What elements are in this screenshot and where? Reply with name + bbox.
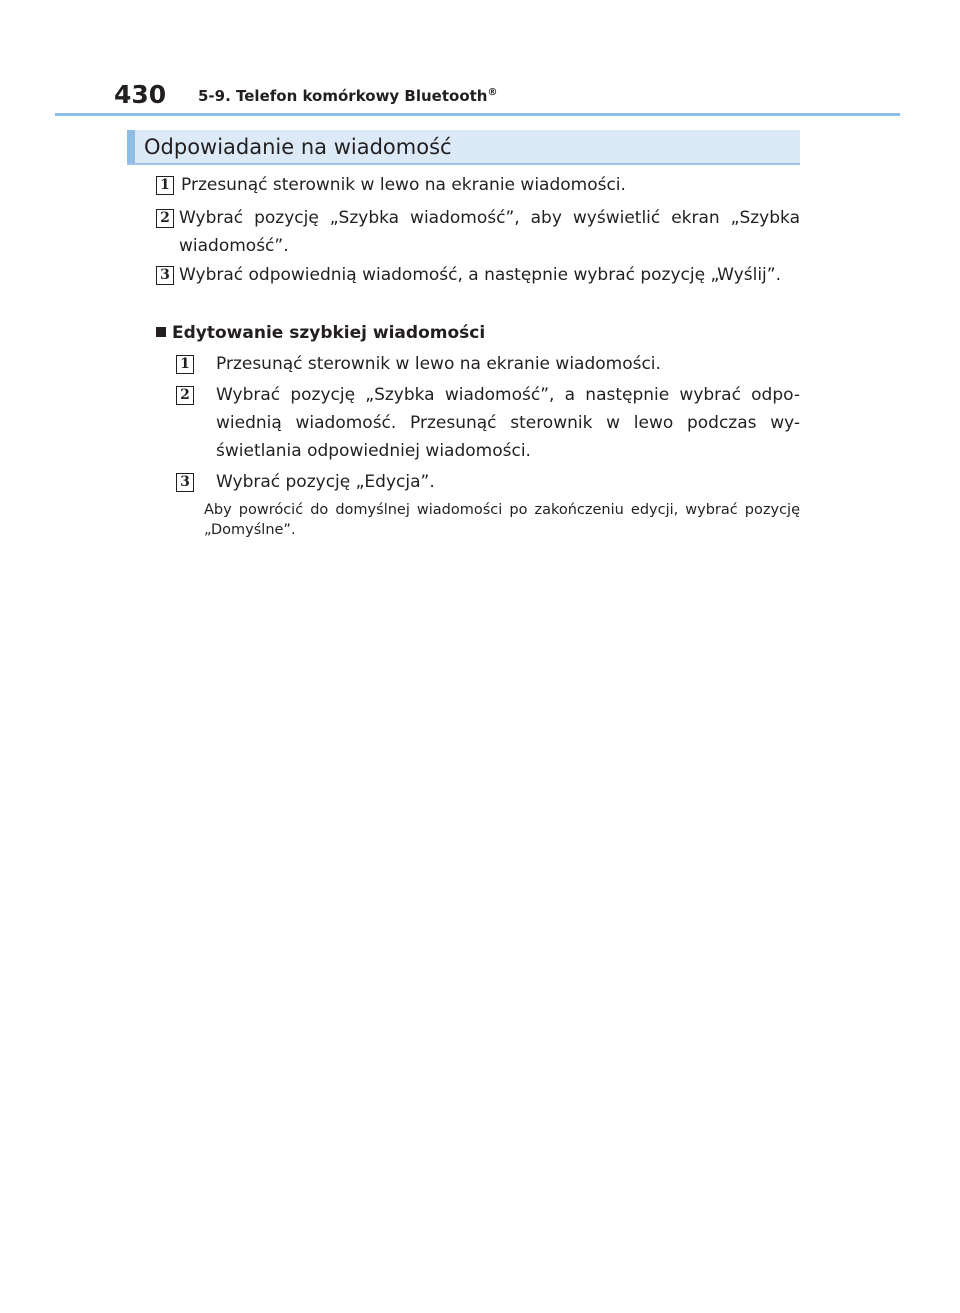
subsection-heading — [156, 319, 485, 347]
step-number-badge: 2 — [176, 386, 194, 405]
section-title — [198, 87, 497, 105]
sub-step-2 — [176, 381, 800, 465]
step-text: Wybrać pozycję „Szybka wiadomość”, aby wyświetlić ekran „Szybka wiadomość”. — [179, 208, 800, 256]
step-text: Wybrać pozycję „Szybka wiadomość”, a następnie wybrać odpo- wiednią wiadomość. Przesunąć sterownik w lewo podczas wy- świetlania odpowiedniej wiadomości. — [216, 385, 800, 461]
step-text: Przesunąć sterownik w lewo na ekranie wiadomości. — [181, 175, 626, 195]
step-number-badge: 1 — [156, 176, 174, 195]
step-1 — [156, 171, 800, 199]
step-2 — [156, 204, 800, 260]
step-text: Wybrać odpowiednią wiadomość, a następnie wybrać pozycję „Wyślij”. — [179, 265, 781, 285]
registered-mark: ® — [487, 87, 498, 98]
header-divider — [55, 113, 900, 116]
step-text: Przesunąć sterownik w lewo na ekranie wiadomości. — [216, 354, 661, 374]
step-3 — [156, 261, 800, 289]
page-header — [55, 80, 900, 116]
page-number: 430 — [114, 80, 167, 109]
step-number-badge: 3 — [156, 266, 174, 285]
square-bullet-icon — [156, 327, 166, 337]
section-title-text: 5-9. Telefon komórkowy Bluetooth — [198, 87, 488, 105]
sub-step-3 — [176, 468, 800, 496]
subsection-title: Edytowanie szybkiej wiadomości — [172, 323, 486, 343]
title-accent — [127, 130, 135, 163]
step-number-badge: 1 — [176, 355, 194, 374]
topic-title-bar — [127, 130, 800, 165]
step-number-badge: 2 — [156, 209, 174, 228]
note-text: Aby powrócić do domyślnej wiadomości po zakończeniu edycji, wybrać pozycję „Domyślne”. — [204, 502, 800, 538]
step-number-badge: 3 — [176, 473, 194, 492]
step-text: Wybrać pozycję „Edycja”. — [216, 472, 435, 492]
sub-step-1 — [176, 350, 800, 378]
topic-title: Odpowiadanie na wiadomość — [144, 135, 452, 159]
